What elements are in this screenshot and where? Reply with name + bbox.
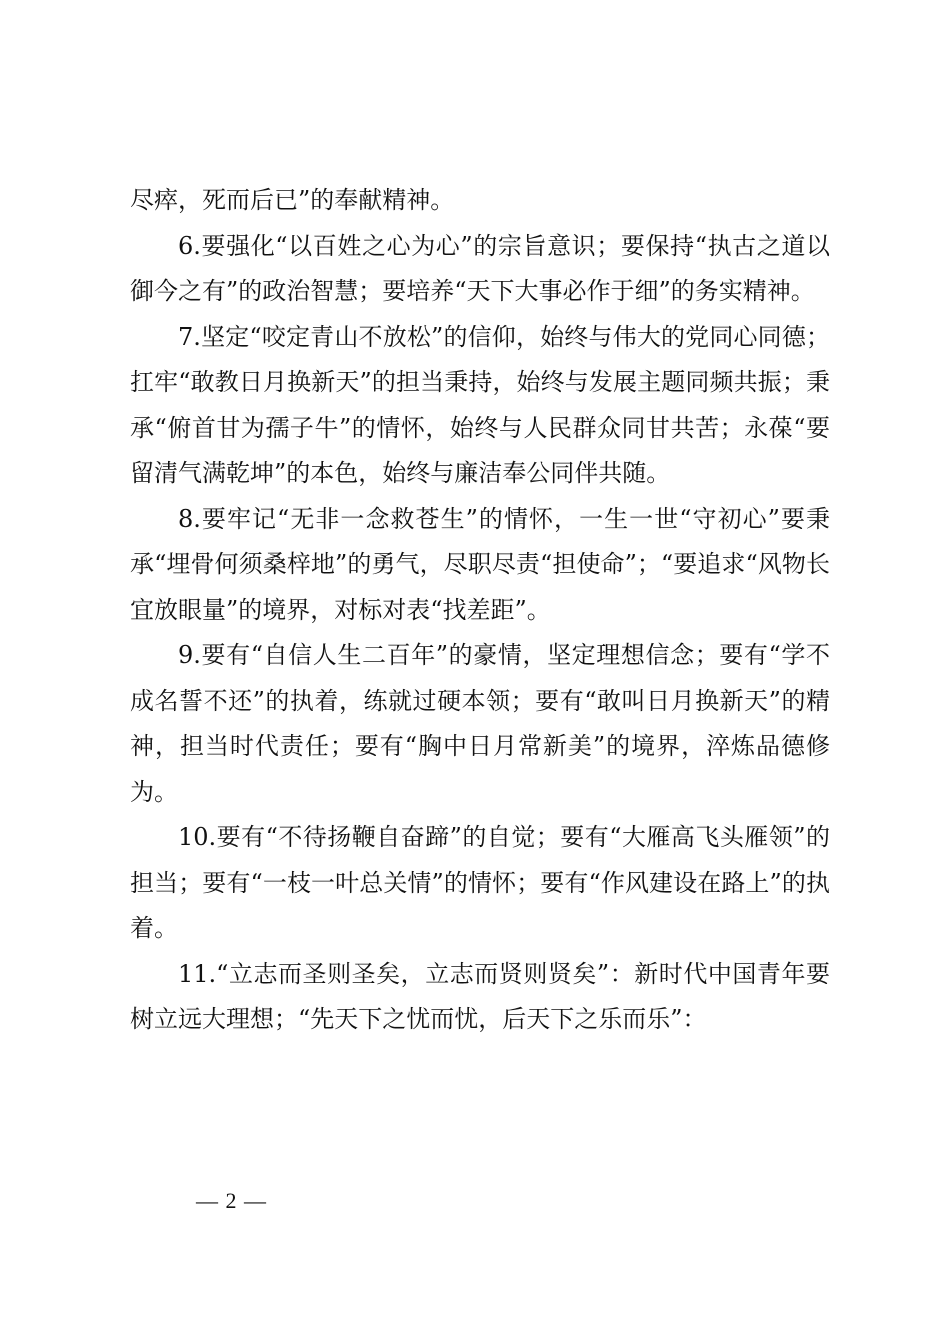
paragraph-item-6: 6.要强化“以百姓之心为心”的宗旨意识；要保持“执古之道以御今之有”的政治智慧；要培养“天下大事必作于细”的务实精神。 xyxy=(130,231,830,305)
paragraph-item-9: 9.要有“自信人生二百年”的豪情，坚定理想信念；要有“学不成名誓不还”的执着，练就过硬本领；要有“敢叫日月换新天”的精神，担当时代责任；要有“胸中日月常新美”的境界，淬炼品德修为。 xyxy=(130,641,830,806)
document-body xyxy=(130,178,830,1043)
paragraph-item-11: 11.“立志而圣则圣矣，立志而贤则贤矣”：新时代中国青年要树立远大理想；“先天下之忧而忧，后天下之乐而乐”： xyxy=(130,959,830,1033)
paragraph-continuation: 尽瘁，死而后已”的奉献精神。 xyxy=(130,186,455,214)
paragraph-item-7: 7.坚定“咬定青山不放松”的信仰，始终与伟大的党同心同德；扛牢“敢教日月换新天”的担当秉持，始终与发展主题同频共振；秉承“俯首甘为孺子牛”的情怀，始终与人民群众同甘共苦；永葆“要留清气满乾坤”的本色，始终与廉洁奉公同伴共随。 xyxy=(130,322,830,487)
page-number: — 2 — xyxy=(196,1188,267,1213)
paragraph-item-10: 10.要有“不待扬鞭自奋蹄”的自觉；要有“大雁高飞头雁领”的担当；要有“一枝一叶总关情”的情怀；要有“作风建设在路上”的执着。 xyxy=(130,823,830,942)
paragraph-item-8: 8.要牢记“无非一念救苍生”的情怀，一生一世“守初心”要秉承“埋骨何须桑梓地”的勇气，尽职尽责“担使命”；“要追求“风物长宜放眼量”的境界，对标对表“找差距”。 xyxy=(130,504,830,624)
